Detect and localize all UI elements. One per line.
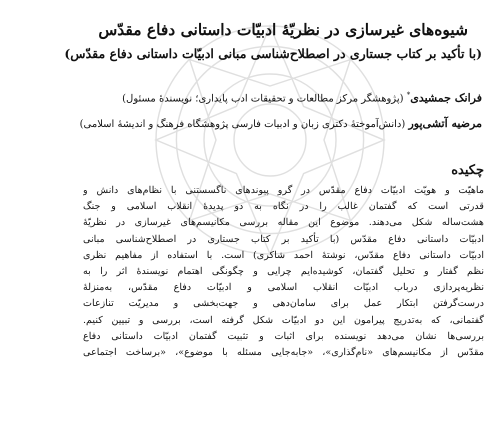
abstract-line: ادبیّات داستانی دفاع مقدّس، نوشتهٔ احمد شاکری) است. با استفاده از مفاهیم نظری [83,249,484,261]
author-name: مرضیه آتشی‌پور [408,117,482,130]
abstract-line: گفتمانی، که به‌تدریج پیرامون این دو ادبیّات شکل گرفته است، بررسی و تبیین کنیم. [83,314,484,326]
paper-title: شیوه‌های غیرسازی در نظریّهٔ ادبیّات داستانی دفاع مقدّس [98,20,468,39]
abstract-heading: چکیده [451,163,484,178]
author-name: فرانک جمشیدی [410,91,482,105]
abstract-line: قدرتی است که گفتمان غالب را در نگاه به دو پدیدهٔ انقلاب اسلامی و جنگ [83,201,484,213]
abstract-body [83,183,484,361]
abstract-line: ماهیّت و هویّت ادبیّات دفاع مقدّس در گرو پیوندهای ناگسستنی با نظام‌های دانش و [83,185,484,196]
abstract-line: نظریه‌پردازی درباب ادبیّات انقلاب اسلامی و ادبیّات دفاع مقدّس، به‌منزلهٔ [83,282,484,294]
abstract-line: نظم گفتار و تحلیل گفتمان، کوشیده‌ایم چرایی و چگونگی اهتمام نویسندهٔ اثر را به [83,265,484,277]
abstract-line: بررسی‌ها نشان می‌دهد نویسنده برای اثبات و تثبیت گفتمان ادبیّات داستانی دفاع [83,330,484,342]
author-affiliation: (دانش‌آموختهٔ دکتری زبان و ادبیات فارسی پژوهشگاه فرهنگ و اندیشهٔ اسلامی) [79,119,406,130]
abstract-line: ادبیّات داستانی دفاع مقدّس (با تأکید بر کتاب جستاری در اصطلاح‌شناسی مبانی [83,233,484,245]
paper-subtitle: (با تأکید بر کتاب جستاری در اصطلاح‌شناسی مبانی ادبیّات داستانی دفاع مقدّس) [64,46,482,61]
abstract-line: هشت‌ساله شکل می‌دهند. موضوع این مقاله بررسی مکانیسم‌های غیرسازی در نظریّهٔ [83,217,484,229]
author-2 [10,117,482,132]
author-1 [10,88,482,106]
abstract-line: مقدّس از مکانیسم‌های «نام‌گذاری»، «جابه‌جایی مسئله با موضوع»، «برساخت اجتماعی [83,346,484,358]
author-affiliation: (پژوهشگر مرکز مطالعات و تحقیقات ادب پایداری؛ نویسندهٔ مسئول) [122,93,404,105]
abstract-line: درست‌گرفتن ابتکار عمل برای سامان‌دهی و جهت‌بخشی و مدیریّت تنازعات [83,298,484,310]
corresponding-mark: * [406,91,411,99]
